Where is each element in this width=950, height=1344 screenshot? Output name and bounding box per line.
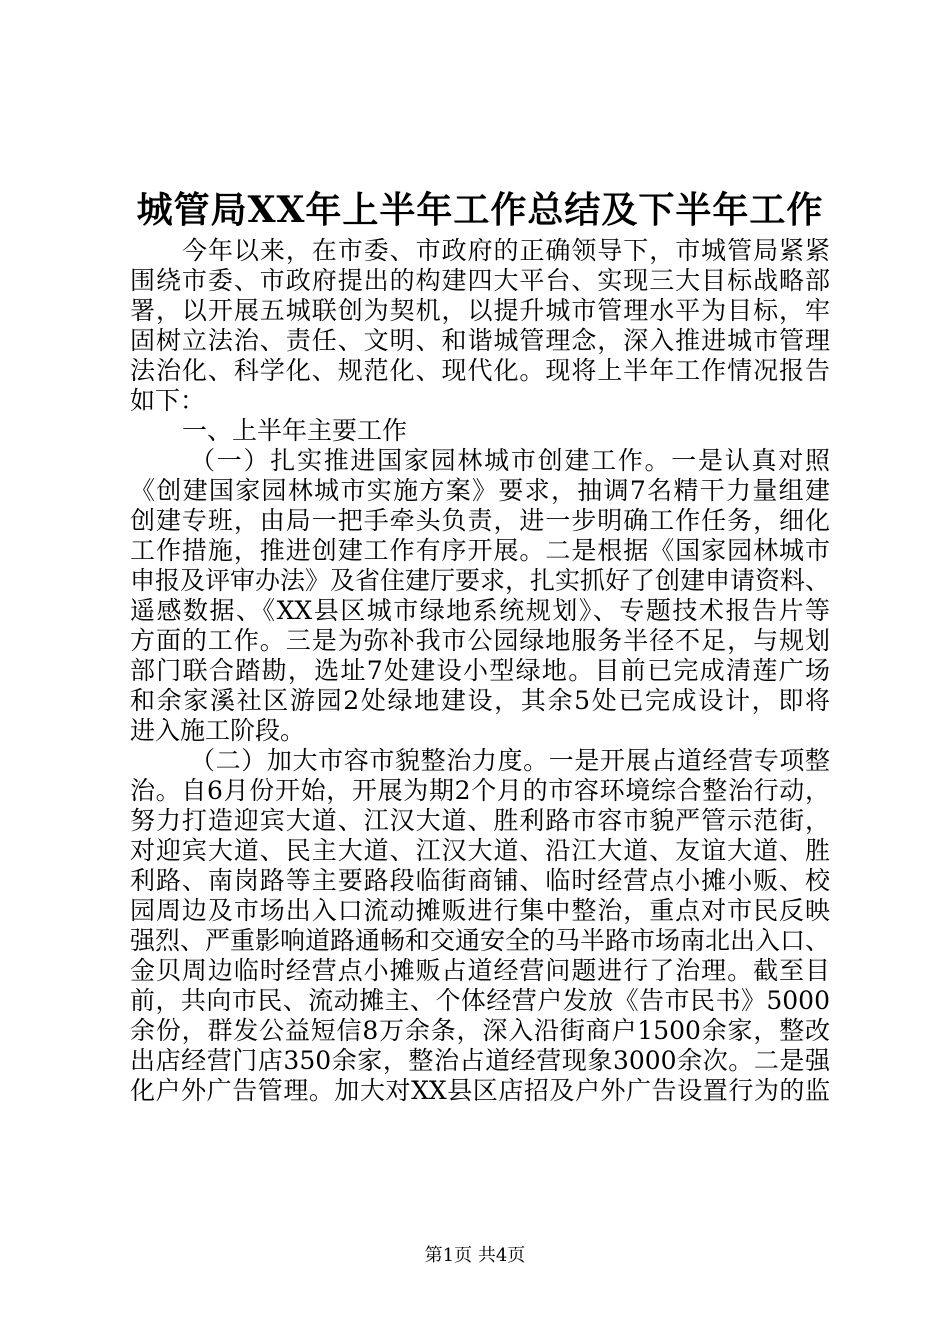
paragraph-line: 对迎宾大道、民主大道、江汉大道、沿江大道、友谊大道、胜 — [130, 836, 830, 865]
paragraph-line: 方面的工作。三是为弥补我市公园绿地服务半径不足，与规划 — [130, 626, 830, 655]
paragraph-line: 遥感数据、《XX县区城市绿地系统规划》、专题技术报告片等 — [130, 596, 830, 625]
paragraph-line: 金贝周边临时经营点小摊贩占道经营问题进行了治理。截至目 — [130, 956, 830, 985]
document-title: 城管局XX年上半年工作总结及下半年工作 — [136, 189, 824, 231]
paragraph-line: 部门联合踏勘，选址7处建设小型绿地。目前已完成清莲广场 — [130, 656, 830, 685]
paragraph-line: 前，共向市民、流动摊主、个体经营户发放《告市民书》5000 — [130, 986, 830, 1015]
paragraph-line: 余份，群发公益短信8万余条，深入沿街商户1500余家，整改 — [130, 1016, 830, 1045]
paragraph-line: 法治化、科学化、规范化、现代化。现将上半年工作情况报告 — [130, 356, 830, 385]
paragraph-line: 《创建国家园林城市实施方案》要求，抽调7名精干力量组建 — [130, 476, 830, 505]
paragraph-line: 利路、南岗路等主要路段临街商铺、临时经营点小摊小贩、校 — [130, 866, 830, 895]
paragraph-line: 工作措施，推进创建工作有序开展。二是根据《国家园林城市 — [130, 536, 830, 565]
paragraph-line: 如下： — [130, 386, 206, 415]
paragraph-line: 强烈、严重影响道路通畅和交通安全的马半路市场南北出入口、 — [130, 926, 830, 955]
paragraph-line: 园周边及市场出入口流动摊贩进行集中整治，重点对市民反映 — [130, 896, 830, 925]
paragraph-line: 创建专班，由局一把手牵头负责，进一步明确工作任务，细化 — [130, 506, 830, 535]
paragraph-line: 署，以开展五城联创为契机，以提升城市管理水平为目标，牢 — [130, 296, 830, 325]
paragraph-line: 治。自6月份开始，开展为期2个月的市容环境综合整治行动， — [130, 776, 830, 805]
paragraph-line: 努力打造迎宾大道、江汉大道、胜利路市容市貌严管示范街， — [130, 806, 830, 835]
paragraph-line: （二）加大市容市貌整治力度。一是开展占道经营专项整 — [190, 746, 830, 775]
paragraph-line: 申报及评审办法》及省住建厅要求，扎实抓好了创建申请资料、 — [130, 566, 830, 595]
paragraph-line: 化户外广告管理。加大对XX县区店招及户外广告设置行为的监 — [130, 1076, 830, 1105]
paragraph-line: （一）扎实推进国家园林城市创建工作。一是认真对照 — [190, 446, 830, 475]
paragraph-line: 固树立法治、责任、文明、和谐城管理念，深入推进城市管理 — [130, 326, 830, 355]
section-heading: 一、上半年主要工作 — [182, 416, 408, 445]
page-number-footer: 第1页 共4页 — [424, 1245, 526, 1266]
paragraph-line: 出店经营门店350余家，整治占道经营现象3000余次。二是强 — [130, 1046, 830, 1075]
paragraph-line: 今年以来，在市委、市政府的正确领导下，市城管局紧紧 — [182, 236, 830, 265]
paragraph-line: 和余家溪社区游园2处绿地建设，其余5处已完成设计，即将 — [130, 686, 830, 715]
paragraph-line: 围绕市委、市政府提出的构建四大平台、实现三大目标战略部 — [130, 266, 830, 295]
paragraph-line: 进入施工阶段。 — [130, 716, 306, 745]
